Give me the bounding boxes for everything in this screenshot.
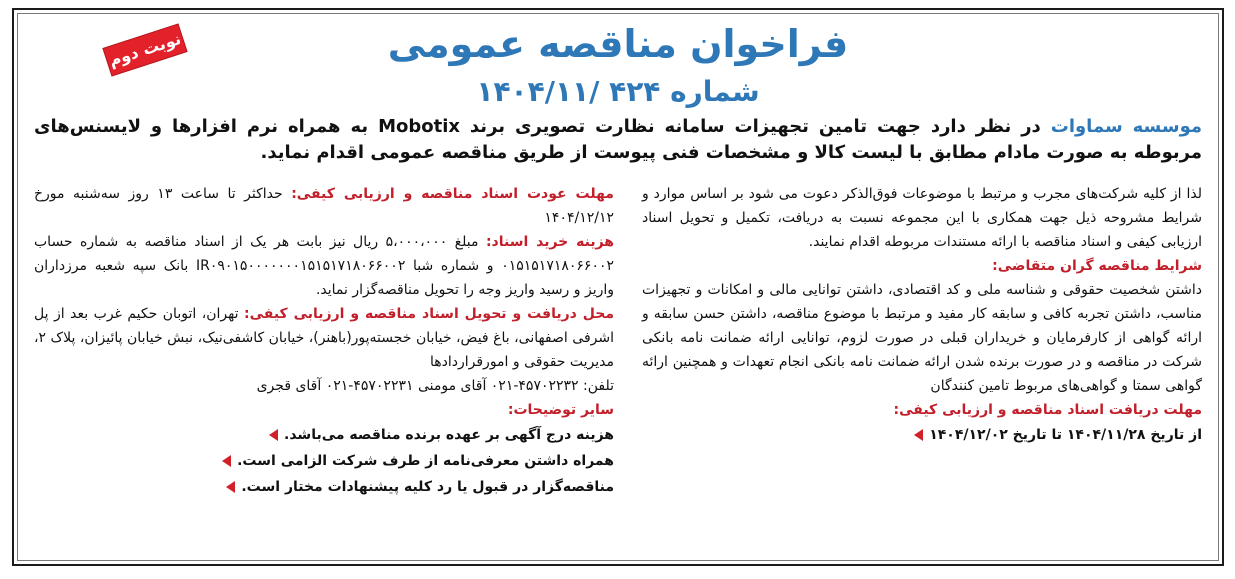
tender-number: شماره ۴۲۴ /۱۴۰۴/۱۱ xyxy=(476,75,760,108)
conditions-text: داشتن شخصیت حقوقی و شناسه ملی و کد اقتصادی، داشتن توانایی مالی و امکانات و تجهیزات مناسب، داشتن تجربه کافی و سابقه کار مفید و مرتبط با موضوع مناقصه، داشتن حسن سابقه و ارائه گواهی از کارفرمایان و خریداران قبلی در صورت لزوم، توانایی ارائه ضمانت نامه بانکی شرکت در مناقصه و در صورت برنده شدن ارائه ضمانت نامه بانکی انجام تعهدات و همچنین ارائه گواهی سمتا و گواهی‌های مربوط تامین کنندگان xyxy=(642,282,1202,394)
tender-advertisement xyxy=(12,8,1224,566)
other-notes-heading: سایر توضیحات: xyxy=(507,402,614,418)
document-cost-text: مبلغ ۵،۰۰۰،۰۰۰ ریال نیز بابت هر یک از اسناد مناقصه به شماره حساب ۰۱۵۱۵۱۷۱۸۰۶۶۰۰۲ و شماره شبا IR۰۹۰۱۵۰۰۰۰۰۰۰۱۵۱۵۱۷۱۸۰۶۶۰۰۲ بانک سپه شعبه مرزداران واریز و رسید واریز وجه را تحویل مناقصه‌گزار نماید. xyxy=(34,234,614,298)
note-text: همراه داشتن معرفی‌نامه از طرف شرکت الزامی است. xyxy=(237,453,614,469)
return-deadline-heading: مهلت عودت اسناد مناقصه و ارزیابی کیفی: xyxy=(291,186,614,202)
receive-deadline-text: از تاریخ ۱۴۰۴/۱۱/۲۸ تا تاریخ ۱۴۰۴/۱۲/۰۲ xyxy=(929,427,1202,443)
return-deadline-paragraph xyxy=(34,182,614,230)
lead-text: در نظر دارد جهت تامین تجهیزات سامانه نظارت تصویری برند Mobotix به همراه نرم افزارها و لایسنس‌های مربوطه به صورت مادام مطابق با لیست کالا و مشخصات فنی پیوست از طریق مناقصه عمومی اقدام نماید. xyxy=(34,116,1202,163)
conditions-heading: شرایط مناقصه گران متقاضی: xyxy=(992,258,1202,274)
note-item xyxy=(34,422,614,448)
left-column xyxy=(34,182,614,500)
ad-title: فراخوان مناقصه عمومی xyxy=(387,22,849,66)
bullet-arrow-icon xyxy=(914,429,923,441)
second-round-badge: نوبت دوم xyxy=(104,25,187,76)
organization-name: موسسه سماوات xyxy=(1050,116,1203,137)
phone-numbers: تلفن: ۴۵۷۰۲۲۳۲-۰۲۱ آقای مومنی ۴۵۷۰۲۲۳۱-۰۲۱ آقای قجری xyxy=(256,378,614,394)
note-item xyxy=(34,474,614,500)
right-column xyxy=(642,182,1202,448)
note-text: مناقصه‌گزار در قبول یا رد کلیه پیشنهادات مختار است. xyxy=(241,479,614,495)
delivery-place-text: تهران، اتوبان حکیم غرب بعد از پل اشرفی اصفهانی، باغ فیض، خیابان خجسته‌پور(باهنر)، خیابان کاشفی‌نیک، نبش خیابان پائیزان، پلاک ۲، مدیریت حقوقی و امورقراردادها xyxy=(34,306,614,370)
document-cost-heading: هزینه خرید اسناد: xyxy=(485,234,614,250)
bullet-arrow-icon xyxy=(269,429,278,441)
bullet-arrow-icon xyxy=(226,481,235,493)
invitation-paragraph: لذا از کلیه شرکت‌های مجرب و مرتبط با موضوعات فوق‌الذکر دعوت می شود بر اساس موارد و شرایط مشروحه ذیل جهت همکاری با این مجموعه نسبت به دریافت، تکمیل و تحویل اسناد ارزیابی کیفی و اسناد مناقصه با ارائه مستندات مربوطه اقدام نمایند. xyxy=(642,186,1202,250)
document-cost-paragraph xyxy=(34,230,614,302)
lead-paragraph xyxy=(34,114,1202,166)
receive-deadline-line xyxy=(642,422,1202,448)
delivery-place-heading: محل دریافت و تحویل اسناد مناقصه و ارزیابی کیفی: xyxy=(244,306,614,322)
delivery-place-paragraph xyxy=(34,302,614,374)
bullet-arrow-icon xyxy=(222,455,231,467)
return-deadline-text: حداکثر تا ساعت ۱۳ روز سه‌شنبه مورخ ۱۴۰۴/۱۲/۱۲ xyxy=(34,186,614,226)
note-item xyxy=(34,448,614,474)
receive-deadline-heading: مهلت دریافت اسناد مناقصه و ارزیابی کیفی: xyxy=(893,402,1202,418)
note-text: هزینه درج آگهی بر عهده برنده مناقصه می‌باشد. xyxy=(284,427,614,443)
